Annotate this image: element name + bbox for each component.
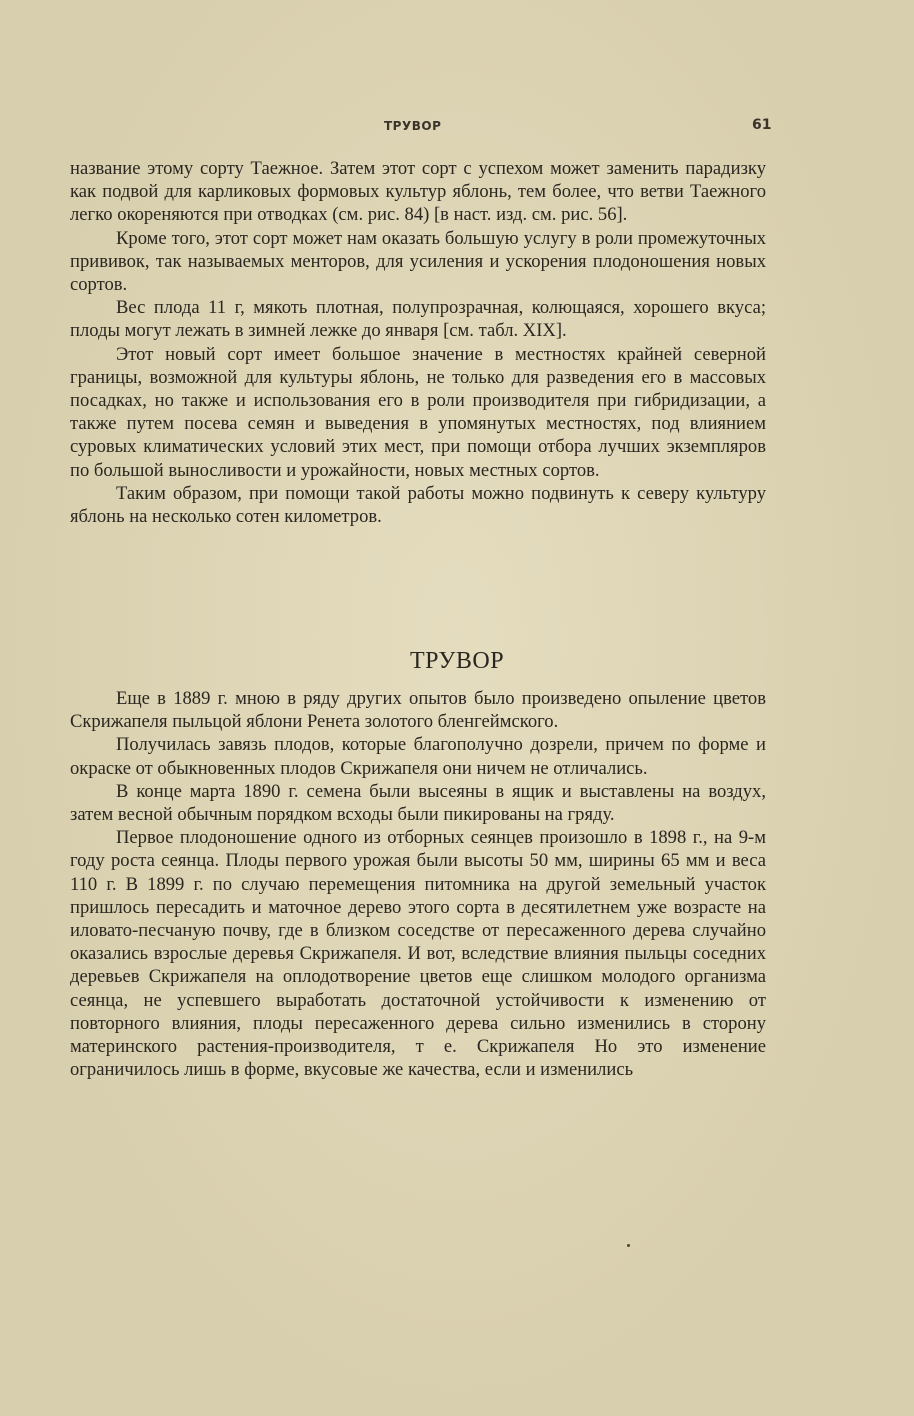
paragraph: название этому сорту Таежное. Затем этот сорт с успехом может заменить парадизку как подвой для карликовых формовых культур яблонь, тем более, что ветви Таежного легко окореняются при отводках (см. рис. 84) [в наст. изд. см. рис. 56].: [70, 158, 766, 226]
paragraph: Первое плодоношение одного из отборных сеянцев произошло в 1898 г., на 9-м году роста сеянца. Плоды первого урожая были высоты 50 мм, ширины 65 мм и веса 110 г. В 1899 г. по случаю перемещения питомника на другой земельный участок пришлось пересадить и маточное дерево этого сорта в десятилетнем уже возрасте на иловато-песчаную почву, где в близком соседстве от пересаженного дерева случайно оказались взрослые деревья Скрижапеля. И вот, вследствие влияния пыльцы соседних деревьев Скрижапеля на оплодотворение цветов еще слишком молодого организма сеянца, не успевшего выработать достаточной устойчивости к изменению от повторного влияния, плоды пересаженного дерева сильно изменились в сторону материнского растения-производителя, т е. Скрижапеля Но это изменение ограничилось лишь в форме, вкусовые же качества, если и изменились: [70, 827, 766, 1081]
paper-speck: [627, 1244, 630, 1247]
page-number: 61: [752, 117, 772, 133]
paragraph: Этот новый сорт имеет большое значение в местностях крайней северной границы, возможной для культуры яблонь, не только для разведения его в массовых посадках, но также и использования его в роли производителя при гибридизации, а также путем посева семян и выведения в упомянутых местностях, под влиянием суровых климатических условий этих мест, при помощи отбора лучших экземпляров по большой выносливости и урожайности, новых местных сортов.: [70, 343, 766, 481]
paragraph: Кроме того, этот сорт может нам оказать большую услугу в роли промежуточных прививок, так называемых менторов, для усиления и ускорения плодоношения новых сортов.: [70, 227, 766, 296]
section-text: [70, 687, 766, 1081]
running-head: ТРУВОР: [384, 119, 442, 133]
paragraph: Вес плода 11 г, мякоть плотная, полупрозрачная, колющаяся, хорошего вкуса; плоды могут лежать в зимней лежке до января [см. табл. XIX].: [70, 297, 766, 342]
section-title: ТРУВОР: [409, 648, 505, 674]
continued-text: [70, 157, 766, 528]
paragraph: В конце марта 1890 г. семена были высеяны в ящик и выставлены на воздух, затем весной обычным порядком всходы были пикированы на гряду.: [70, 780, 766, 826]
paragraph: Еще в 1889 г. мною в ряду других опытов было произведено опыление цветов Скрижапеля пыльцой яблони Ренета золотого бленгеймского.: [70, 688, 766, 733]
paragraph: Получилась завязь плодов, которые благополучно дозрели, причем по форме и окраске от обыкновенных плодов Скрижапеля они ничем не отличались.: [70, 734, 766, 779]
paragraph: Таким образом, при помощи такой работы можно подвинуть к северу культуру яблонь на несколько сотен километров.: [70, 482, 766, 528]
